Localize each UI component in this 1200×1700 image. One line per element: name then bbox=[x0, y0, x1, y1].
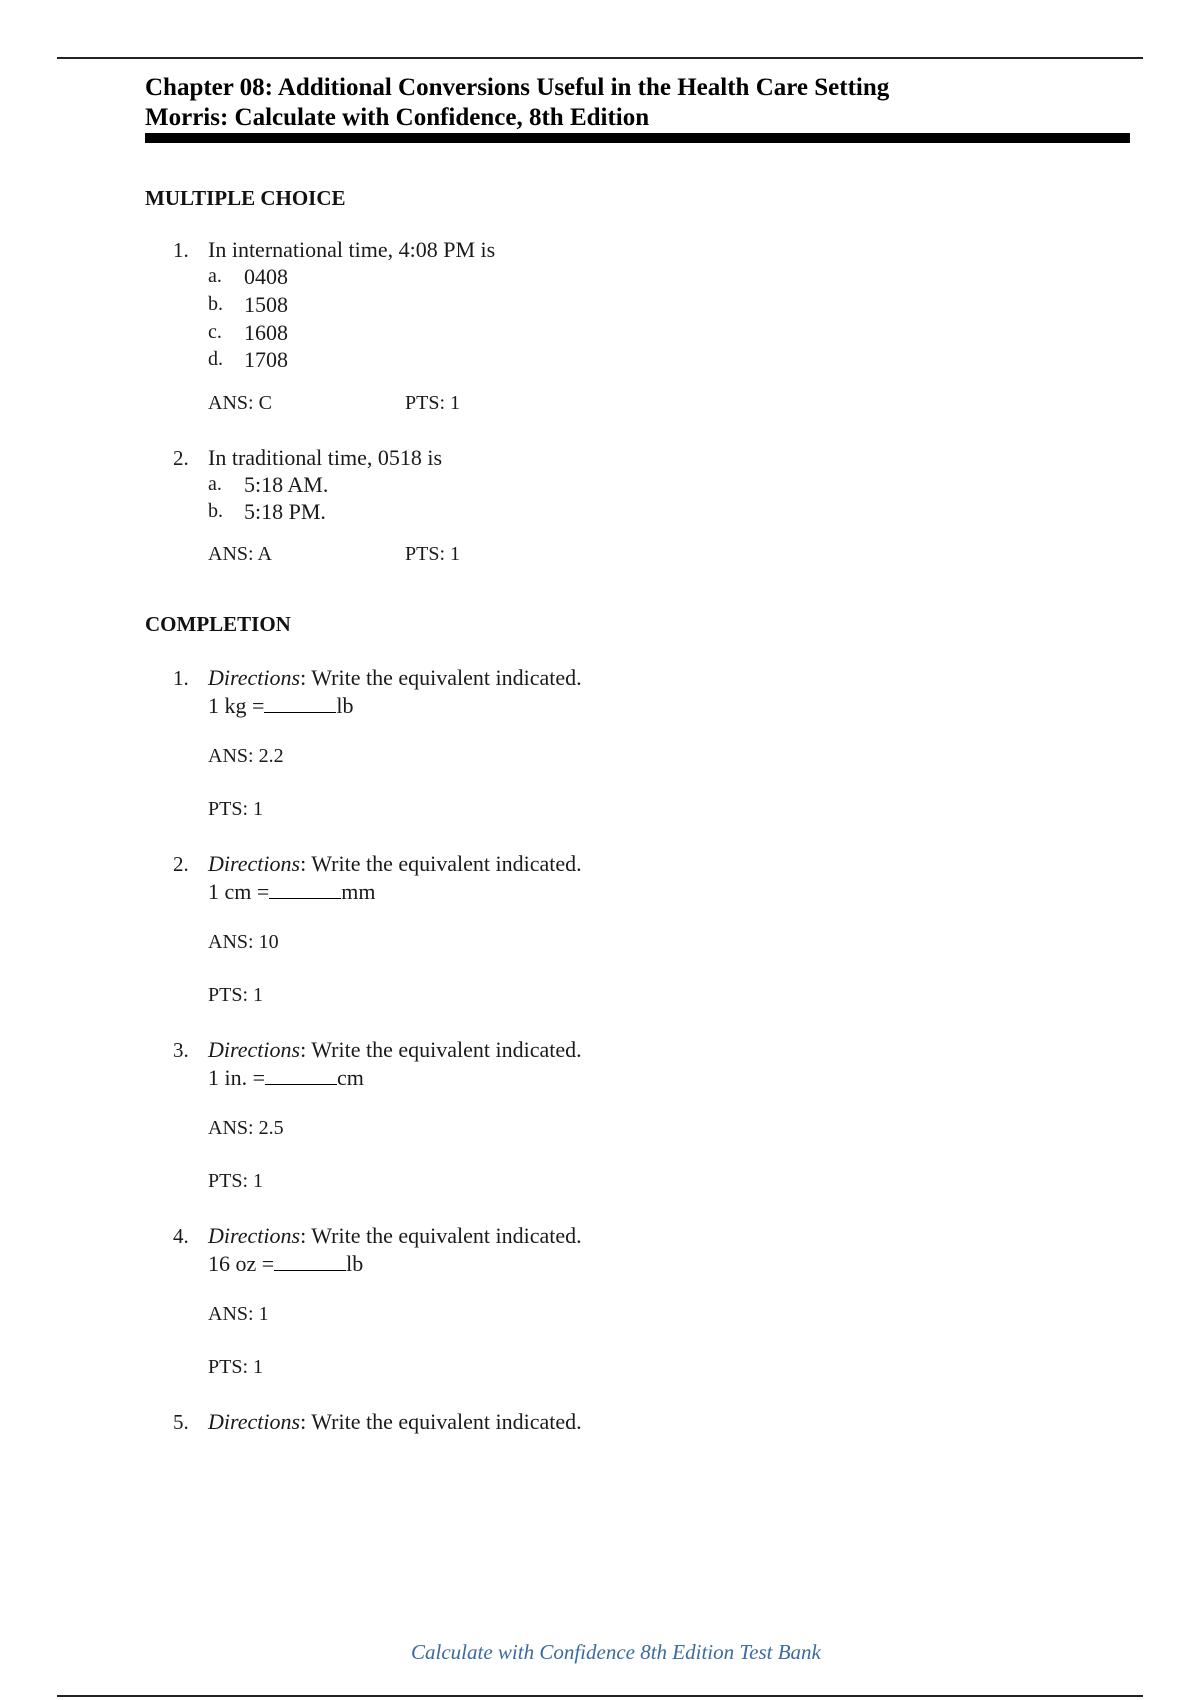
question-number: 4. bbox=[173, 1224, 189, 1248]
directions-text: : Write the equivalent indicated. bbox=[300, 665, 582, 690]
answer-blank bbox=[265, 1064, 337, 1085]
points-label: PTS: 1 bbox=[208, 984, 264, 1006]
section-heading-multiple-choice: MULTIPLE CHOICE bbox=[145, 186, 346, 210]
option-text: 5:18 PM. bbox=[244, 499, 326, 524]
option-letter: a. bbox=[208, 265, 222, 287]
conversion-unit: mm bbox=[341, 879, 376, 904]
option-letter: b. bbox=[208, 293, 223, 315]
chapter-title: Chapter 08: Additional Conversions Useful in the Health Care Setting bbox=[145, 74, 890, 101]
answer-label: ANS: 2.2 bbox=[208, 745, 284, 767]
points-label: PTS: 1 bbox=[405, 543, 461, 565]
answer-blank bbox=[269, 878, 341, 899]
conversion-prompt bbox=[208, 1064, 364, 1091]
question-directions bbox=[208, 1409, 582, 1435]
option-letter: b. bbox=[208, 500, 223, 522]
option-letter: a. bbox=[208, 473, 222, 495]
question-number: 2. bbox=[173, 852, 189, 876]
directions-label: Directions bbox=[208, 1409, 301, 1434]
directions-label: Directions bbox=[208, 665, 301, 690]
option-text: 1608 bbox=[244, 320, 288, 345]
question-number: 1. bbox=[173, 238, 189, 262]
points-label: PTS: 1 bbox=[405, 392, 461, 414]
conversion-prefix: 16 oz = bbox=[208, 1251, 275, 1276]
question-stem: In international time, 4:08 PM is bbox=[208, 237, 496, 262]
directions-text: : Write the equivalent indicated. bbox=[300, 1037, 582, 1062]
answer-label: ANS: A bbox=[208, 543, 272, 565]
question-stem: In traditional time, 0518 is bbox=[208, 445, 443, 470]
conversion-prompt bbox=[208, 1250, 363, 1277]
conversion-unit: lb bbox=[346, 1251, 364, 1276]
question-directions bbox=[208, 1037, 582, 1063]
directions-label: Directions bbox=[208, 1223, 301, 1248]
question-number: 5. bbox=[173, 1410, 189, 1434]
directions-text: : Write the equivalent indicated. bbox=[300, 851, 582, 876]
points-label: PTS: 1 bbox=[208, 1356, 264, 1378]
directions-text: : Write the equivalent indicated. bbox=[300, 1409, 582, 1434]
option-letter: d. bbox=[208, 348, 223, 370]
answer-label: ANS: 1 bbox=[208, 1303, 269, 1325]
section-heading-completion: COMPLETION bbox=[145, 612, 291, 636]
option-text: 5:18 AM. bbox=[244, 472, 329, 497]
question-directions bbox=[208, 1223, 582, 1249]
answer-label: ANS: 2.5 bbox=[208, 1117, 284, 1139]
bottom-rule bbox=[57, 1695, 1143, 1697]
conversion-prefix: 1 in. = bbox=[208, 1065, 266, 1090]
option-letter: c. bbox=[208, 321, 222, 343]
directions-label: Directions bbox=[208, 1037, 301, 1062]
conversion-prefix: 1 kg = bbox=[208, 693, 265, 718]
directions-label: Directions bbox=[208, 851, 301, 876]
book-title: Morris: Calculate with Confidence, 8th Edition bbox=[145, 104, 650, 131]
conversion-unit: cm bbox=[337, 1065, 364, 1090]
question-number: 1. bbox=[173, 666, 189, 690]
points-label: PTS: 1 bbox=[208, 1170, 264, 1192]
conversion-prefix: 1 cm = bbox=[208, 879, 270, 904]
question-number: 3. bbox=[173, 1038, 189, 1062]
option-text: 1708 bbox=[244, 347, 288, 372]
answer-blank bbox=[264, 692, 336, 713]
conversion-prompt bbox=[208, 878, 376, 905]
question-number: 2. bbox=[173, 446, 189, 470]
option-text: 0408 bbox=[244, 264, 288, 289]
conversion-unit: lb bbox=[336, 693, 354, 718]
conversion-prompt bbox=[208, 692, 354, 719]
question-directions bbox=[208, 665, 582, 691]
answer-blank bbox=[274, 1250, 346, 1271]
answer-label: ANS: 10 bbox=[208, 931, 279, 953]
points-label: PTS: 1 bbox=[208, 798, 264, 820]
answer-label: ANS: C bbox=[208, 392, 272, 414]
option-text: 1508 bbox=[244, 292, 288, 317]
title-underline-bar bbox=[145, 133, 1130, 143]
top-rule bbox=[57, 57, 1143, 59]
directions-text: : Write the equivalent indicated. bbox=[300, 1223, 582, 1248]
question-directions bbox=[208, 851, 582, 877]
footer-text: Calculate with Confidence 8th Edition Test Bank bbox=[411, 1640, 821, 1664]
